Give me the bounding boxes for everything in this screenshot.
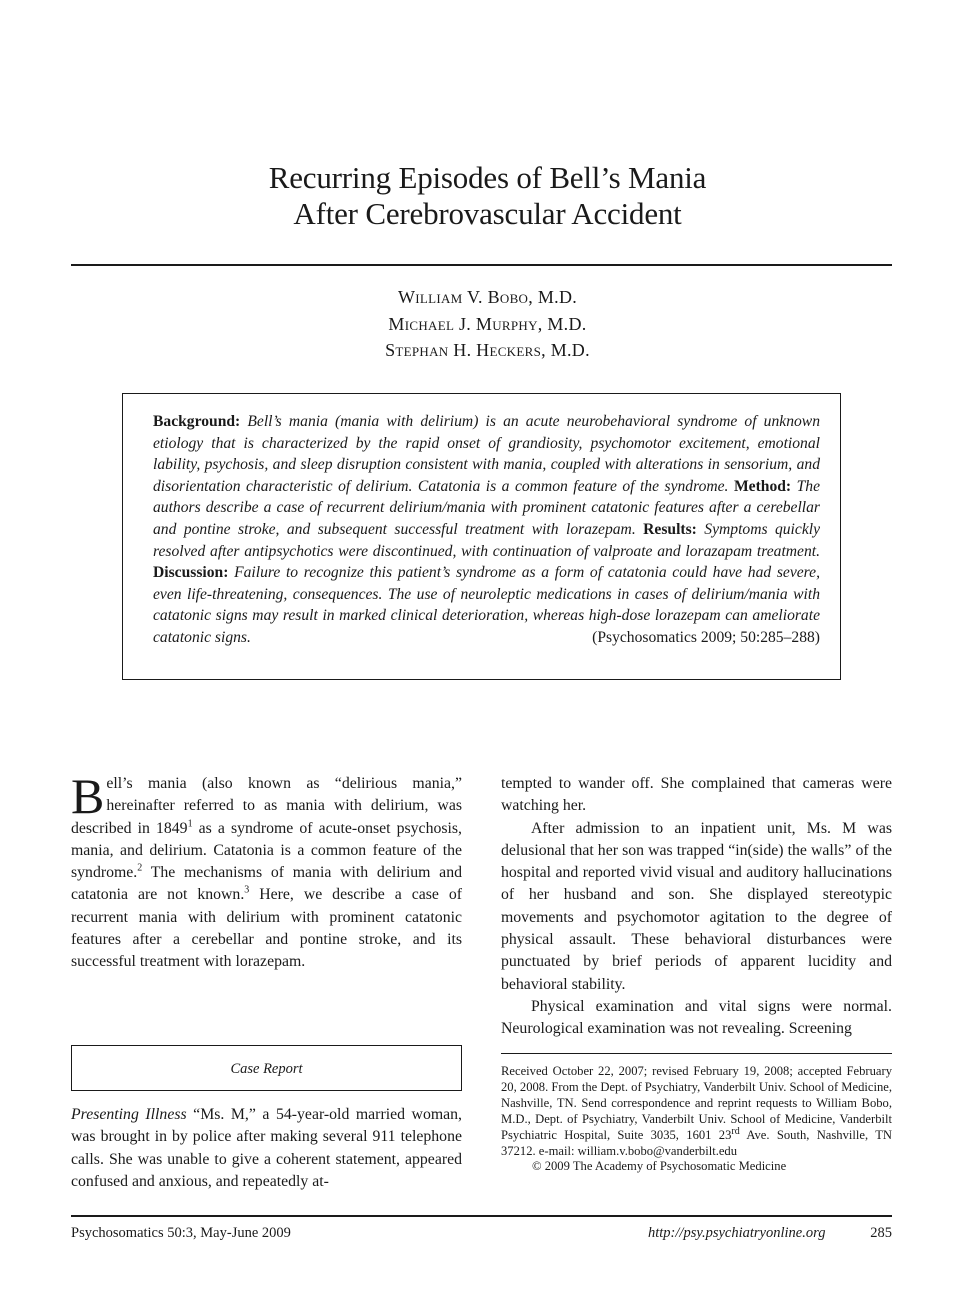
intro-text-b: as a syndrome of acute-onset psychosis, mania, and delirium. Catatonia is a common feature of the syndrome. — [71, 819, 463, 882]
intro-text-a: ell’s mania (also known as “delirious mania,” hereinafter referred to as mania with delirium, was described in 1849 — [71, 775, 462, 837]
footnote-rule — [501, 1053, 892, 1054]
author-1: William V. Bobo, M.D. — [397, 287, 578, 307]
intro-text-d: Here, we describe a case of recurrent mania with delirium with prominent catatonic features after a cerebellar and pontine stroke, and its successful treatment with lorazepam. — [71, 886, 462, 971]
footnote — [501, 1064, 892, 1175]
author-list — [0, 284, 975, 364]
results-text: Symptoms quickly resolved after antipsychotics were discontinued, with continuation of valproate and lorazapam treatment. — [153, 520, 820, 560]
background-text: Bell’s mania (mania with delirium) is an acute neurobehavioral syndrome of unknown etiology that is characterized by the rapid onset of grandiosity, psychomotor excitement, emotional lability, psychosis, and sleep disruption consistent with mania, coupled with alterations in sensorium, and disorientation characteristic of delirium. Catatonia is a common feature of the syndrome. — [153, 413, 820, 495]
copyright-line: © 2009 The Academy of Psychosomatic Medicine — [532, 1159, 787, 1174]
discussion-text: Failure to recognize this patient’s syndrome as a form of catatonia could have had severe, even life-threatening, consequences. The use of neuroleptic medications in cases of delirium/mania with catatonic signs may result in marked clinical deterioration, whereas high-dose lorazepam can ameliorate catatonic signs. — [153, 564, 820, 646]
right-paragraph-3: Physical examination and vital signs were normal. Neurological examination was not revealing. Screening — [501, 997, 892, 1038]
method-label: Method: — [733, 477, 792, 495]
abstract-text — [153, 411, 820, 649]
abstract-citation: (Psychosomatics 2009; 50:285–288) — [592, 628, 820, 646]
intro-text-c: The mechanisms of mania with delirium and catatonia are not known. — [71, 864, 462, 904]
right-paragraph-1: tempted to wander off. She complained that cameras were watching her. — [501, 775, 892, 815]
title-rule — [71, 264, 892, 266]
footnote-text-a: Received October 22, 2007; revised February 19, 2008; accepted February 20, 2008. From the Dept. of Psychiatry, Vanderbilt Univ. School of Medicine, Nashville, TN. Send correspondence and reprint requests to William Bobo, M.D., Dept. of Psychiatry, Vanderbilt Univ. School of Medicine, Vanderbilt Psychiatric Hospital, Suite 3035, 1601 23 — [501, 1064, 892, 1142]
case-report-heading: Case Report — [230, 1061, 303, 1077]
discussion-label: Discussion: — [153, 564, 229, 582]
case-report-paragraph — [71, 1104, 462, 1193]
footer-journal: Psychosomatics 50:3, May-June 2009 — [71, 1225, 291, 1241]
right-paragraph-2: After admission to an inpatient unit, Ms. M was delusional that her son was trapped “in(side) the walls” of the hospital and reported vivid visual and auditory hallucinations of her husband and son. She displayed stereotypic movements and psychomotor agitation to the degree of physical assault. These behavioral disturbances were punctuated by brief periods of apparent lucidity and behavioral stability. — [501, 819, 892, 993]
ref-1: 1 — [187, 818, 193, 830]
case-report-text: “Ms. M,” a 54-year-old married woman, was brought in by police after making several 911 telephone calls. She was unable to give a coherent statement, appeared confused and anxious, and repeatedly at- — [71, 1106, 462, 1190]
footer-url[interactable]: http://psy.psychiatryonline.org — [648, 1225, 826, 1241]
method-text: The authors describe a case of recurrent delirium/mania with prominent catatonic features after a cerebellar and pontine stroke, and subsequent successful treatment with lorazepam. — [153, 477, 821, 538]
author-2: Michael J. Murphy, M.D. — [388, 313, 587, 334]
article-title — [0, 160, 975, 232]
results-label: Results: — [643, 520, 697, 538]
footnote-sup: rd — [731, 1125, 740, 1137]
page-number: 285 — [870, 1225, 892, 1241]
title-line-2: After Cerebrovascular Accident — [293, 196, 682, 231]
intro-paragraph — [71, 768, 463, 974]
ref-3: 3 — [244, 885, 250, 897]
dropcap: B — [71, 768, 105, 824]
presenting-illness-subheading: Presenting Illness — [71, 1106, 187, 1123]
background-label: Background: — [153, 413, 241, 430]
footnote-text-b: Ave. South, Nashville, TN 37212. e-mail: william.v.bobo@vanderbilt.edu — [501, 1127, 892, 1158]
footer-rule — [71, 1215, 892, 1217]
ref-2: 2 — [137, 862, 143, 874]
title-line-1: Recurring Episodes of Bell’s Mania — [268, 160, 707, 195]
case-report-heading-box — [71, 1045, 462, 1091]
author-3: Stephan H. Heckers, M.D. — [385, 340, 590, 360]
right-column — [501, 773, 892, 1041]
abstract-box — [122, 393, 841, 680]
